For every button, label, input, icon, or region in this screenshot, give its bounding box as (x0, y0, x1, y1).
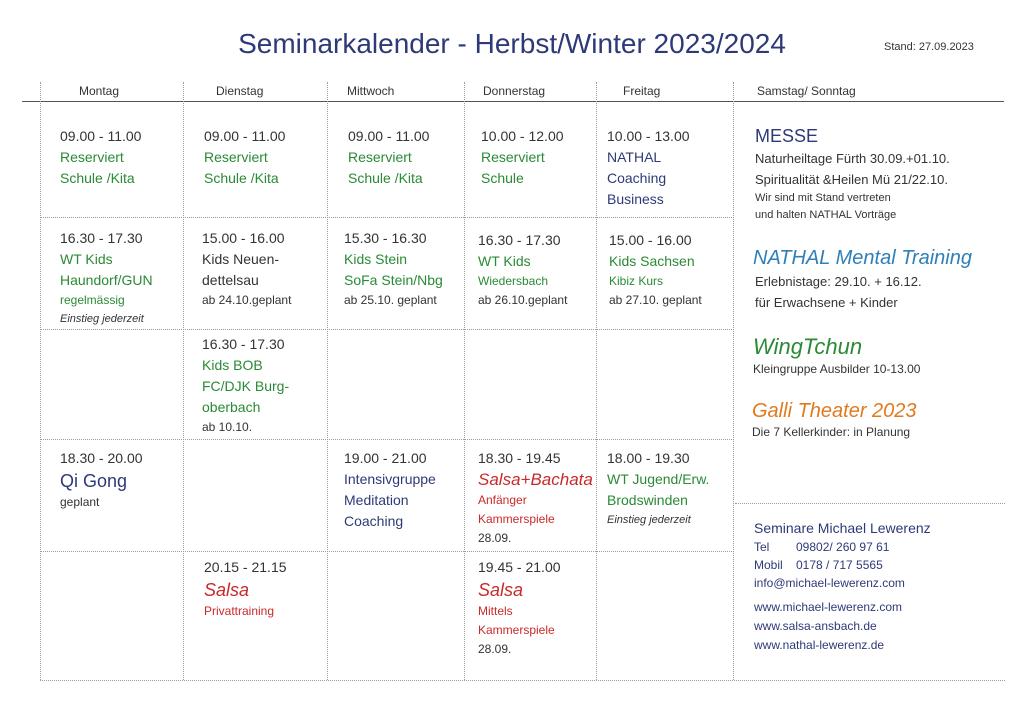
slot-detail: Schule (481, 170, 524, 186)
slot-time: 15.30 - 16.30 (344, 230, 427, 246)
slot-time: 10.00 - 13.00 (607, 128, 690, 144)
page-title: Seminarkalender - Herbst/Winter 2023/2024 (238, 28, 786, 59)
grid-line (40, 551, 732, 552)
slot-wednesday-evening (344, 448, 436, 532)
slot-detail: Brodswinden (607, 492, 688, 508)
slot-title: NATHAL (607, 149, 662, 165)
slot-friday-evening (607, 448, 709, 529)
grid-line (735, 503, 1005, 504)
slot-title: WT Kids (478, 253, 531, 269)
email-link[interactable]: info@michael-lewerenz.com (754, 576, 905, 590)
slot-detail: oberbach (202, 399, 261, 415)
slot-title: Salsa+Bachata (478, 470, 593, 489)
day-header-monday: Montag (79, 84, 120, 98)
slot-detail: Schule /Kita (204, 170, 279, 186)
slot-monday-evening (60, 448, 143, 512)
slot-detail: Coaching (607, 170, 667, 186)
slot-time: 19.45 - 21.00 (478, 559, 561, 575)
slot-title: Kids Sachsen (609, 253, 695, 269)
stand-date: Stand: 27.09.2023 (884, 41, 974, 53)
slot-detail: Meditation (344, 492, 409, 508)
slot-time: 15.00 - 16.00 (202, 230, 285, 246)
slot-time: 20.15 - 21.15 (204, 559, 287, 575)
contact-title: Seminare Michael Lewerenz (754, 520, 931, 536)
grid-line (596, 82, 597, 680)
grid-line (327, 82, 328, 680)
slot-friday-morning (607, 126, 690, 210)
slot-note: 28.09. (478, 642, 512, 656)
slot-time: 18.30 - 20.00 (60, 450, 143, 466)
galli-line: Die 7 Kellerkinder: in Planung (752, 425, 911, 439)
nathal-section (753, 245, 972, 313)
website-link[interactable]: www.nathal-lewerenz.de (754, 638, 885, 652)
slot-note: ab 25.10. geplant (344, 293, 437, 307)
grid-line (733, 82, 734, 680)
slot-title: Reserviert (348, 149, 412, 165)
slot-time: 16.30 - 17.30 (202, 336, 285, 352)
grid-line (40, 217, 732, 218)
slot-detail: Kibiz Kurs (609, 274, 664, 288)
slot-note: Einstieg jederzeit (60, 313, 144, 325)
day-header-wednesday: Mittwoch (347, 84, 395, 98)
slot-note: ab 26.10.geplant (478, 293, 568, 307)
slot-title: Kids Neuen- (202, 251, 280, 267)
slot-title: Kids Stein (344, 251, 408, 267)
slot-title: WT Jugend/Erw. (607, 471, 710, 487)
nathal-line: Erlebnistage: 29.10. + 16.12. (755, 274, 922, 289)
galli-title: Galli Theater 2023 (752, 400, 917, 422)
slot-title: Reserviert (481, 149, 545, 165)
messe-line: Wir sind mit Stand vertreten (755, 192, 891, 204)
slot-time: 16.30 - 17.30 (478, 232, 561, 248)
slot-time: 18.00 - 19.30 (607, 450, 690, 466)
day-header-thursday: Donnerstag (483, 84, 546, 98)
messe-title: MESSE (755, 126, 819, 146)
slot-detail: Mittels (478, 604, 513, 618)
slot-time: 16.30 - 17.30 (60, 230, 143, 246)
slot-detail: Schule /Kita (348, 170, 423, 186)
slot-title: Salsa (478, 580, 524, 600)
slot-time: 10.00 - 12.00 (481, 128, 564, 144)
header-rule (22, 101, 1004, 102)
slot-detail: Coaching (344, 513, 404, 529)
slot-friday-afternoon (609, 230, 702, 310)
slot-detail: Business (607, 191, 664, 207)
slot-note: ab 27.10. geplant (609, 293, 702, 307)
slot-detail: dettelsau (202, 272, 259, 288)
slot-detail: Schule /Kita (60, 170, 135, 186)
slot-title: Intensivgruppe (344, 471, 436, 487)
slot-thursday-morning (481, 126, 564, 189)
tel-label: Tel (754, 540, 770, 554)
slot-time: 19.00 - 21.00 (344, 450, 427, 466)
slot-time: 15.00 - 16.00 (609, 232, 692, 248)
grid-line (464, 82, 465, 680)
slot-note: regelmässig (60, 293, 125, 307)
slot-time: 18.30 - 19.45 (478, 450, 561, 466)
slot-detail: Haundorf/GUN (60, 272, 153, 288)
contact-mobil (754, 556, 931, 574)
slot-title: Reserviert (204, 149, 268, 165)
slot-note: geplant (60, 495, 100, 509)
contact-section (754, 518, 931, 655)
slot-wednesday-morning (348, 126, 429, 189)
slot-detail: Wiedersbach (478, 274, 549, 288)
grid-line (40, 439, 732, 440)
messe-line: und halten NATHAL Vorträge (755, 209, 897, 221)
slot-tuesday-afternoon (202, 228, 291, 310)
slot-detail: Anfänger (478, 493, 527, 507)
messe-line: Naturheiltage Fürth 30.09.+01.10. (755, 151, 950, 166)
slot-time: 09.00 - 11.00 (348, 128, 430, 144)
grid-line (40, 680, 1005, 681)
grid-line (40, 82, 41, 680)
slot-detail: Kammerspiele (478, 623, 555, 637)
contact-tel (754, 538, 931, 556)
tel-number[interactable]: 09802/ 260 97 61 (796, 540, 890, 554)
grid-line (40, 329, 732, 330)
slot-title: WT Kids (60, 251, 113, 267)
slot-thursday-afternoon (478, 230, 567, 310)
slot-time: 09.00 - 11.00 (204, 128, 286, 144)
slot-time: 09.00 - 11.00 (60, 128, 142, 144)
slot-note: ab 24.10.geplant (202, 293, 292, 307)
slot-note: 28.09. (478, 531, 512, 545)
slot-title: Reserviert (60, 149, 124, 165)
wingtchun-line: Kleingruppe Ausbilder 10-13.00 (753, 362, 921, 376)
wingtchun-title: WingTchun (753, 334, 863, 359)
messe-section (755, 124, 950, 224)
slot-detail: Privattraining (204, 604, 275, 618)
nathal-title: NATHAL Mental Training (753, 247, 972, 269)
slot-tuesday-morning (204, 126, 285, 189)
slot-monday-morning (60, 126, 141, 189)
wingtchun-section (753, 333, 920, 378)
slot-wednesday-afternoon (344, 228, 443, 310)
slot-note: ab 10.10. (202, 420, 253, 434)
slot-title: Qi Gong (60, 471, 128, 491)
day-header-weekend: Samstag/ Sonntag (757, 84, 856, 98)
messe-line: Spiritualität &Heilen Mü 21/22.10. (755, 172, 948, 187)
slot-detail: SoFa Stein/Nbg (344, 272, 443, 288)
slot-tuesday-night (204, 557, 287, 621)
day-header-tuesday: Dienstag (216, 84, 264, 98)
nathal-line: für Erwachsene + Kinder (755, 295, 898, 310)
slot-detail: Kammerspiele (478, 512, 555, 526)
slot-thursday-night (478, 557, 561, 659)
day-header-friday: Freitag (623, 84, 661, 98)
slot-detail: FC/DJK Burg- (202, 378, 290, 394)
mobil-label: Mobil (754, 558, 783, 572)
mobil-number[interactable]: 0178 / 717 5565 (796, 558, 883, 572)
slot-title: Salsa (204, 580, 250, 600)
website-link[interactable]: www.salsa-ansbach.de (754, 619, 877, 633)
slot-monday-afternoon (60, 228, 153, 328)
slot-note: Einstieg jederzeit (607, 514, 691, 526)
slot-thursday-evening (478, 448, 593, 548)
website-link[interactable]: www.michael-lewerenz.com (754, 600, 903, 614)
grid-line (183, 82, 184, 680)
slot-title: Kids BOB (202, 357, 263, 373)
galli-section (752, 398, 917, 441)
slot-tuesday-late-afternoon (202, 334, 289, 437)
